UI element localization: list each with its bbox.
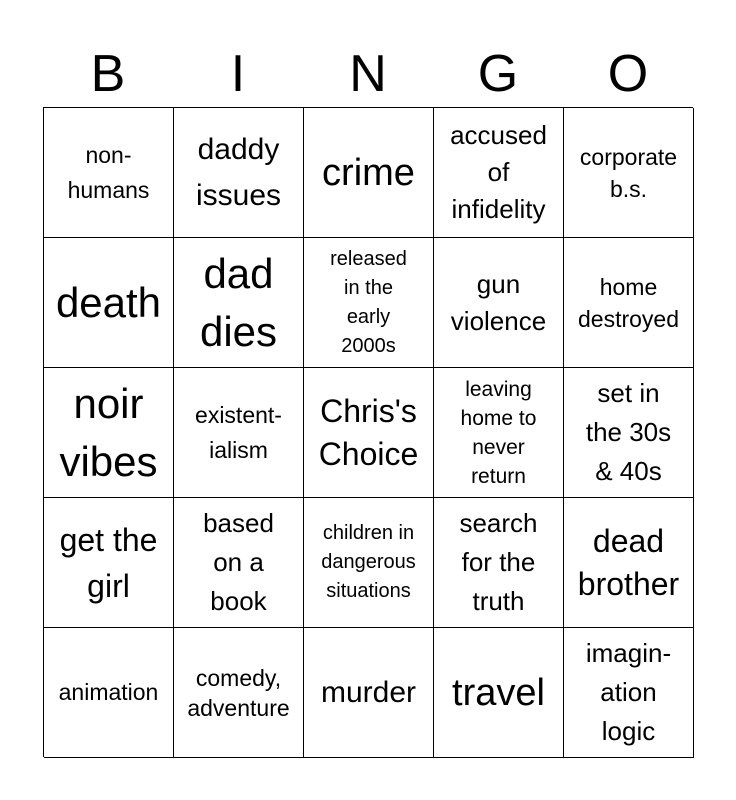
bingo-cell-r2-c2[interactable] [174, 238, 304, 368]
cell-label: travel [452, 671, 545, 714]
bingo-cell-r5-c5[interactable] [564, 628, 694, 758]
cell-label: Chris's Choice [318, 392, 419, 472]
cell-label: murder [320, 676, 417, 709]
cell-label: comedy, adventure [187, 664, 290, 721]
bingo-cell-r1-c1[interactable] [44, 108, 174, 238]
bingo-header [43, 42, 693, 106]
bingo-cell-r5-c3[interactable] [304, 628, 434, 758]
cell-label: existent- ialism [195, 401, 282, 463]
header-letter-i: I [230, 45, 246, 103]
bingo-cell-r1-c4[interactable] [434, 108, 564, 238]
header-letter-g: G [477, 45, 519, 103]
cell-label: children in dangerous situations [321, 522, 416, 602]
bingo-cell-r4-c4[interactable] [434, 498, 564, 628]
cell-label: animation [58, 679, 159, 705]
bingo-cell-r1-c5[interactable] [564, 108, 694, 238]
bingo-board [43, 107, 693, 757]
cell-label: gun violence [450, 268, 547, 336]
header-letter-o: O [607, 45, 649, 103]
bingo-cell-r1-c3[interactable] [304, 108, 434, 238]
bingo-cell-r3-c5[interactable] [564, 368, 694, 498]
bingo-cell-r2-c5[interactable] [564, 238, 694, 368]
bingo-cell-r3-c4[interactable] [434, 368, 564, 498]
cell-label: dad dies [199, 249, 278, 355]
header-letter-n: N [349, 45, 387, 103]
bingo-cell-r5-c1[interactable] [44, 628, 174, 758]
bingo-cell-r2-c1[interactable] [44, 238, 174, 368]
cell-label: released in the early 2000s [330, 247, 407, 357]
bingo-cell-r1-c2[interactable] [174, 108, 304, 238]
cell-label: based on a book [203, 508, 274, 616]
bingo-cell-r2-c3[interactable] [304, 238, 434, 368]
bingo-cell-r5-c2[interactable] [174, 628, 304, 758]
cell-label: get the girl [59, 521, 158, 604]
bingo-cell-r3-c3[interactable] [304, 368, 434, 498]
bingo-cell-r2-c4[interactable] [434, 238, 564, 368]
cell-label: crime [322, 151, 415, 194]
cell-label: set in the 30s & 40s [585, 378, 672, 486]
cell-label: leaving home to never return [460, 377, 537, 488]
bingo-cell-r4-c5[interactable] [564, 498, 694, 628]
cell-label: dead brother [577, 522, 680, 602]
cell-label: noir vibes [59, 379, 158, 485]
cell-label: accused of infidelity [450, 120, 547, 224]
bingo-cell-r4-c2[interactable] [174, 498, 304, 628]
bingo-cell-r4-c1[interactable] [44, 498, 174, 628]
bingo-cell-r5-c4[interactable] [434, 628, 564, 758]
cell-label: daddy issues [195, 132, 282, 212]
cell-label: home destroyed [577, 273, 679, 332]
cell-label: search for the truth [459, 508, 538, 616]
cell-label: death [55, 278, 162, 326]
header-letter-b: B [90, 45, 126, 103]
bingo-cell-r3-c1[interactable] [44, 368, 174, 498]
cell-label: corporate b.s. [579, 143, 678, 202]
bingo-cell-r4-c3[interactable] [304, 498, 434, 628]
cell-label: non- humans [67, 141, 150, 203]
cell-label: imagin- ation logic [585, 638, 672, 746]
bingo-cell-r3-c2[interactable] [174, 368, 304, 498]
